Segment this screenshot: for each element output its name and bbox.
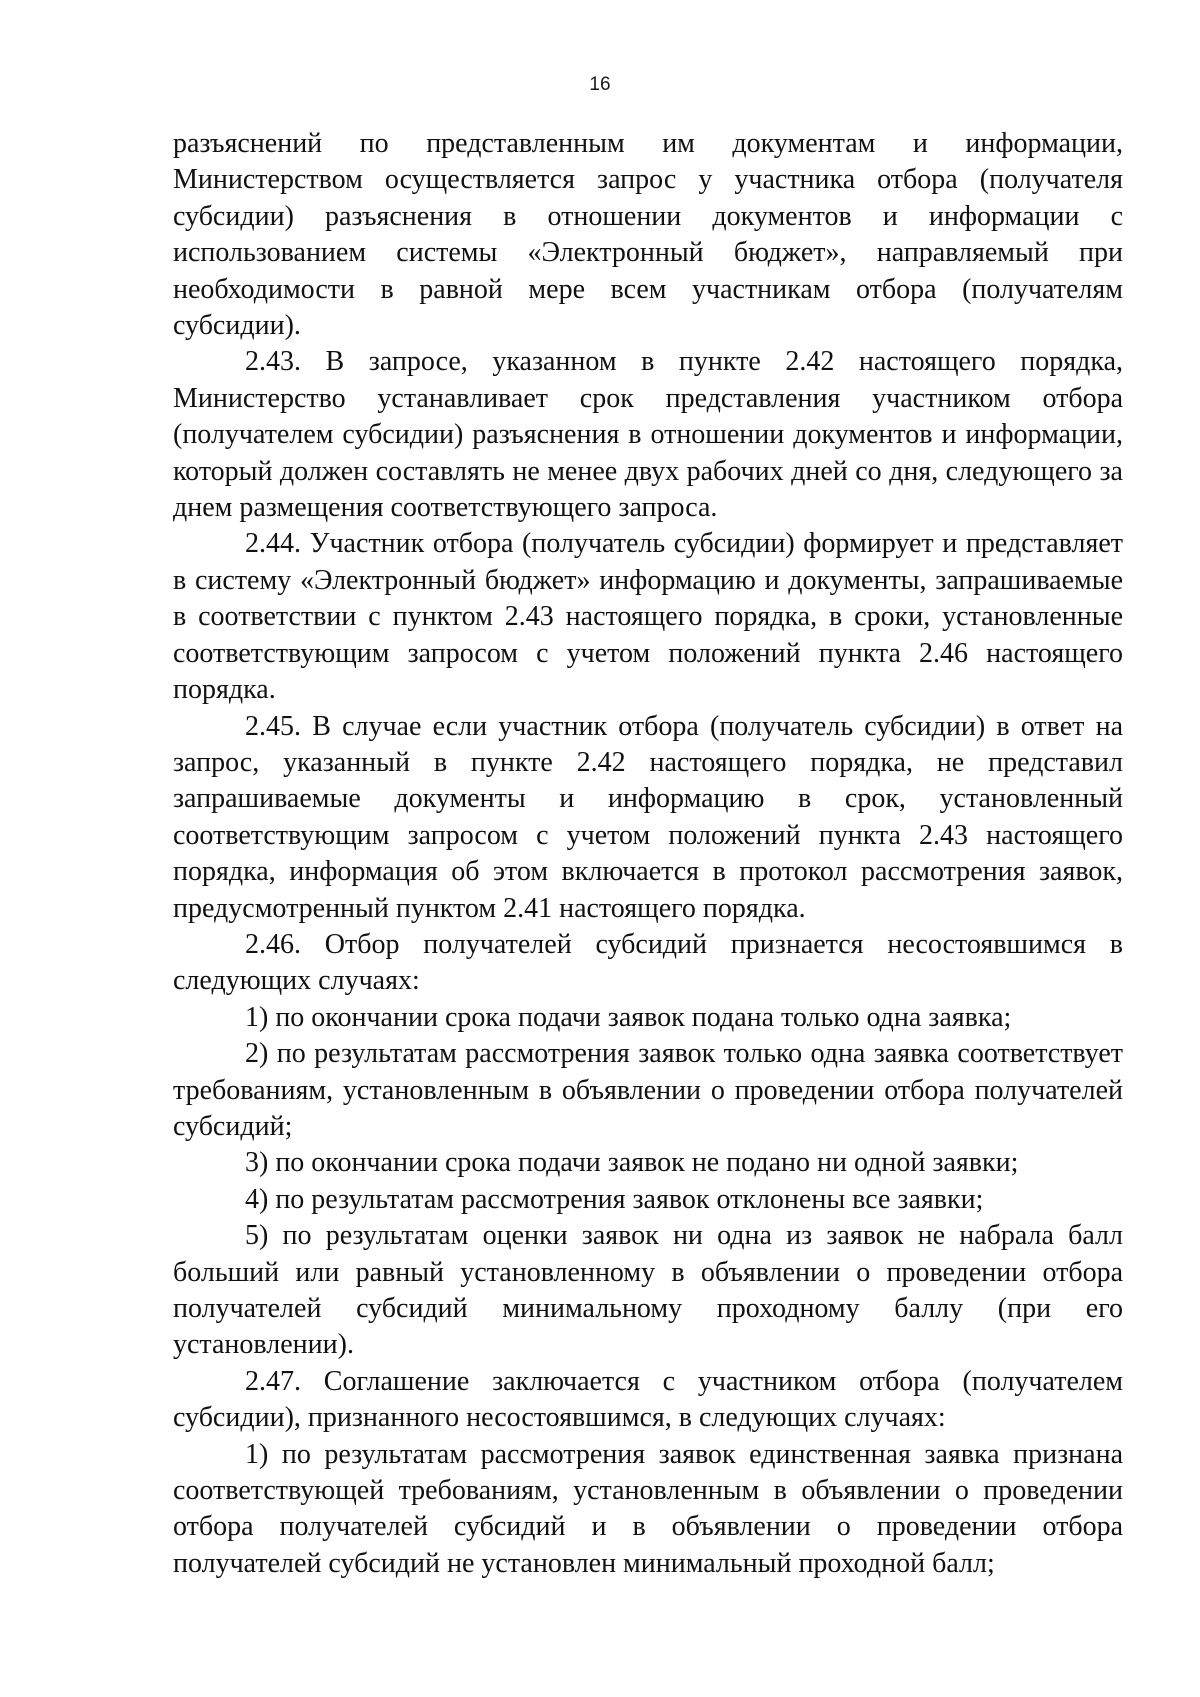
list-item-2-47-1: 1) по результатам рассмотрения заявок единственная заявка признана соответствующей требованиям, установленным в объявлении о проведении отбора получателей субсидий и в объявлении о проведении отбора получателей субсидий не установлен минимальный проходной балл; [173,1438,1123,1579]
paragraph-2-43: 2.43. В запросе, указанном в пункте 2.42 настоящего порядка, Министерство устанавливает срок представления участником отбора (получателем субсидии) разъяснения в отношении документов и информации, который должен составлять не менее двух рабочих дней со дня, следующего за днем размещения соответствующего запроса. [173,346,1123,524]
paragraph-2-45: 2.45. В случае если участник отбора (получатель субсидии) в ответ на запрос, указанный в пункте 2.42 настоящего порядка, не представил запрашиваемые документы и информацию в срок, установленный соответствующим запросом с учетом положений пункта 2.43 настоящего порядка, информация об этом включается в протокол рассмотрения заявок, предусмотренный пунктом 2.41 настоящего порядка. [173,710,1123,924]
paragraph-2-47: 2.47. Соглашение заключается с участником отбора (получателем субсидии), признанного несостоявшимся, в следующих случаях: [173,1365,1123,1434]
paragraph-2-44: 2.44. Участник отбора (получатель субсидии) формирует и представляет в систему «Электронный бюджет» информацию и документы, запрашиваемые в соответствии с пунктом 2.43 настоящего порядка, в сроки, установленные соответствующим запросом с учетом положений пункта 2.46 настоящего порядка. [173,528,1123,706]
document-body [173,126,1123,1582]
list-item-2-46-5: 5) по результатам оценки заявок ни одна из заявок не набрала балл больший или равный установленному в объявлении о проведении отбора получателей субсидий минимальному проходному баллу (при его установлении). [173,1220,1123,1361]
list-item-2-46-4: 4) по результатам рассмотрения заявок отклонены все заявки; [245,1183,984,1215]
list-item-2-46-2: 2) по результатам рассмотрения заявок только одна заявка соответствует требованиям, установленным в объявлении о проведении отбора получателей субсидий; [173,1038,1123,1142]
paragraph-continuation: разъяснений по представленным им документам и информации, Министерством осуществляется запрос у участника отбора (получателя субсидии) разъяснения в отношении документов и информации с использованием системы «Электронный бюджет», направляемый при необходимости в равной мере всем участникам отбора (получателям субсидии). [173,128,1123,342]
paragraph-2-46: 2.46. Отбор получателей субсидий признается несостоявшимся в следующих случаях: [173,928,1123,997]
page-number: 16 [589,74,611,95]
list-item-2-46-3: 3) по окончании срока подачи заявок не подано ни одной заявки; [245,1147,1019,1179]
list-item-2-46-1: 1) по окончании срока подачи заявок подана только одна заявка; [245,1001,1012,1033]
